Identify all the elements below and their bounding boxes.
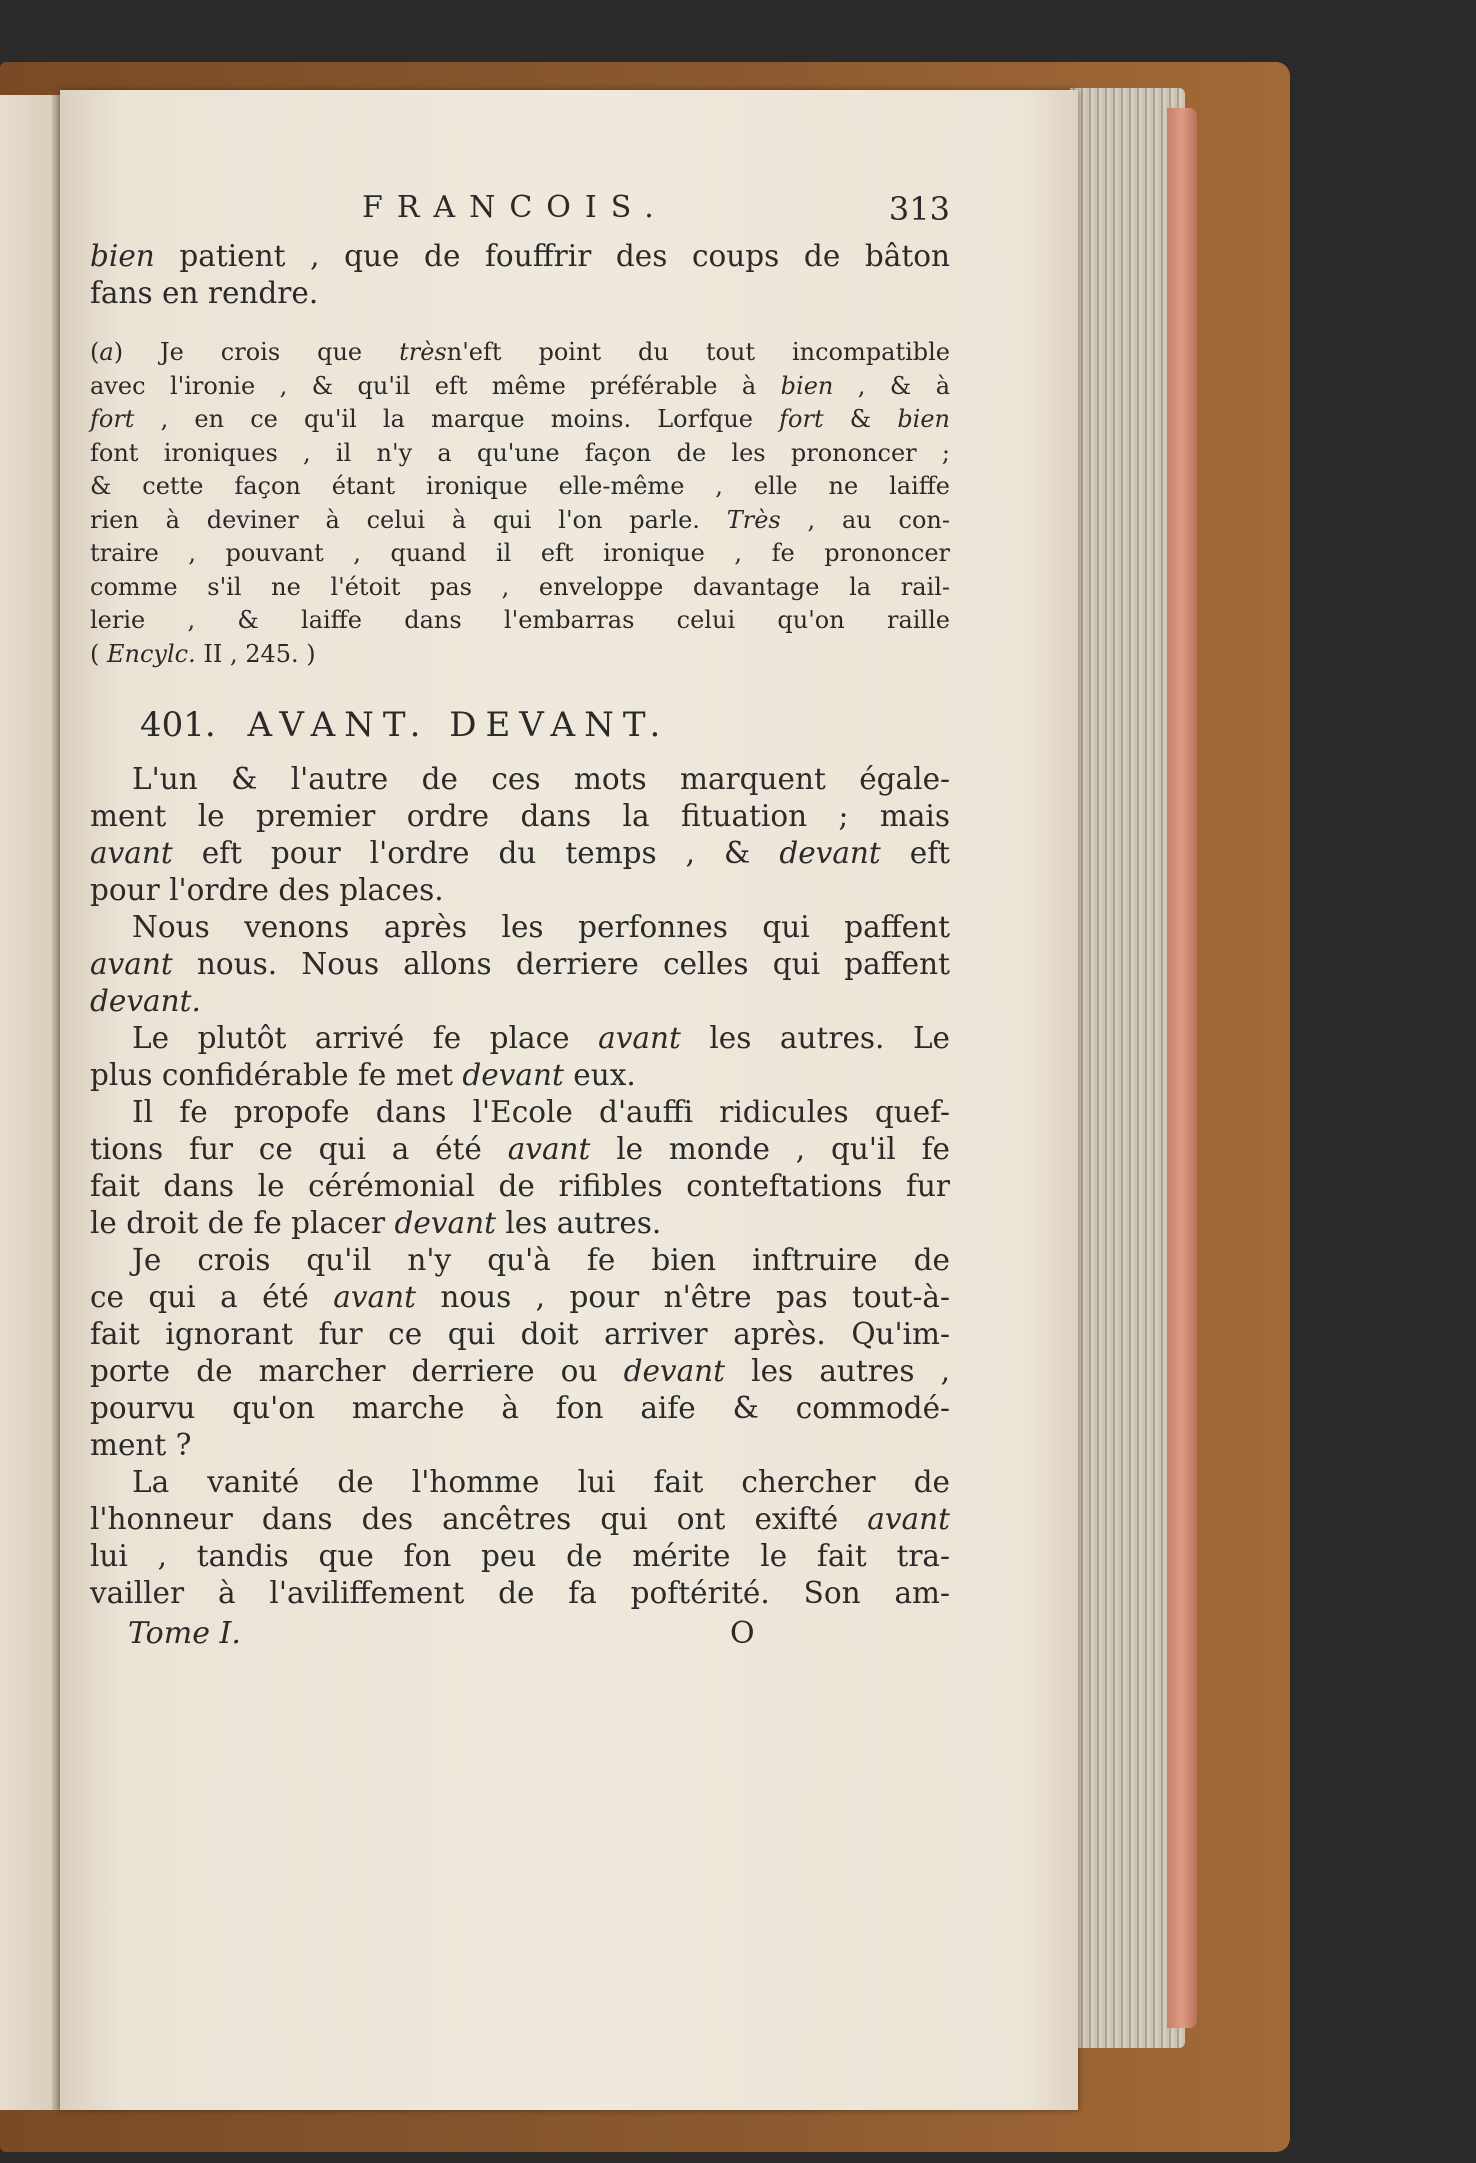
running-head: [90, 190, 950, 238]
text-run: La vanité de l'homme lui fait chercher de: [132, 1465, 950, 1499]
italic-word: Encylc.: [107, 639, 196, 668]
italic-word: bien: [780, 371, 834, 400]
text-run: nous. Nous allons derriere celles qui paffent: [172, 947, 950, 981]
text-run: Nous venons après les perfonnes qui paffent: [132, 910, 950, 944]
text-run: vailler à l'aviliffement de fa poftérité. Son am-: [90, 1576, 950, 1610]
text-line: [90, 946, 950, 983]
italic-word: avant: [507, 1132, 591, 1166]
book-page: [60, 90, 1078, 2110]
text-line: [90, 604, 950, 638]
text-run: II , 245. ): [195, 639, 316, 668]
text-run: plus confidérable fe met: [90, 1058, 463, 1092]
page-fore-edge: [1070, 88, 1185, 2048]
text-run: ment le premier ordre dans la fituation ; mais: [90, 799, 950, 833]
body-text: [90, 761, 950, 1612]
text-run: font ironiques , il n'y a qu'une façon de les prononcer ;: [90, 438, 950, 467]
italic-word: a: [99, 338, 114, 366]
text-line: [90, 835, 950, 872]
text-run: fait dans le cérémonial de rifibles conteftations fur: [90, 1169, 950, 1203]
text-line: [90, 504, 950, 538]
text-run: ce qui a été: [90, 1280, 334, 1314]
text-line: [90, 798, 950, 835]
text-run: ment ?: [90, 1428, 192, 1462]
text-line: [90, 761, 950, 798]
text-run: Il fe propofe dans l'Ecole d'auffi ridicules quef-: [132, 1095, 950, 1129]
left-page-edge: [0, 95, 62, 2110]
text-line: [90, 571, 950, 605]
text-run: , en ce qu'il la marque moins. Lorfque: [134, 405, 780, 433]
text-run: pour l'ordre des places.: [90, 873, 444, 907]
text-run: traire , pouvant , quand il eft ironique , fe prononcer: [90, 539, 950, 567]
text-run: les autres. Le: [680, 1021, 950, 1055]
text-line: [90, 638, 950, 672]
signature-mark: O: [730, 1616, 755, 1651]
text-run: eux.: [563, 1058, 636, 1092]
text-line: [90, 1020, 950, 1057]
text-run: , au con-: [780, 505, 950, 534]
text-line: [90, 983, 950, 1020]
text-run: lui , tandis que fon peu de mérite le fait tra-: [90, 1539, 950, 1573]
text-line: [90, 1316, 950, 1353]
italic-word: très: [399, 338, 447, 366]
text-run: l'honneur dans des ancêtres qui ont exifté: [90, 1502, 868, 1536]
text-line: [90, 1242, 950, 1279]
italic-word: devant.: [90, 984, 201, 1018]
volume-label: Tome I.: [128, 1616, 241, 1651]
text-line: [90, 909, 950, 946]
text-run: (: [90, 338, 100, 366]
text-run: & cette façon étant ironique elle-même , elle ne laiffe: [90, 472, 950, 500]
page-footer: [90, 1616, 950, 1660]
italic-word: bien: [90, 239, 155, 273]
text-line: [90, 238, 950, 275]
italic-word: Très: [726, 505, 781, 534]
text-run: patient , que de fouffrir des coups de bâton: [154, 239, 950, 273]
text-line: [90, 403, 950, 437]
text-run: fait ignorant fur ce qui doit arriver après. Qu'im-: [90, 1317, 950, 1351]
text-run: Le plutôt arrivé fe place: [132, 1021, 599, 1055]
text-line: [90, 1168, 950, 1205]
text-line: [90, 1538, 950, 1575]
text-run: L'un & l'autre de ces mots marquent égale-: [132, 762, 950, 796]
text-line: [90, 1057, 950, 1094]
text-run: ) Je crois que: [113, 338, 400, 366]
section-number: 401.: [140, 705, 216, 745]
italic-word: fort: [90, 405, 135, 433]
text-line: [90, 1131, 950, 1168]
text-run: fans en rendre.: [90, 276, 319, 310]
text-run: , & à: [833, 371, 951, 400]
italic-word: devant: [462, 1058, 564, 1092]
italic-word: devant: [394, 1206, 496, 1240]
text-run: lerie , & laiffe dans l'embarras celui qu'on raille: [90, 606, 950, 634]
text-run: le droit de fe placer: [90, 1206, 395, 1240]
italic-word: avant: [90, 947, 173, 981]
text-run: (: [90, 639, 107, 668]
text-line: [90, 470, 950, 504]
text-run: porte de marcher derriere ou: [90, 1354, 624, 1388]
text-run: &: [823, 405, 898, 433]
text-run: avec l'ironie , & qu'il eft même préférable à: [90, 371, 781, 400]
page-number: 313: [888, 190, 950, 228]
italic-word: devant: [623, 1354, 726, 1388]
text-run: rien à deviner à celui à qui l'on parle.: [90, 505, 727, 534]
text-line: [90, 1353, 950, 1390]
red-edge: [1167, 108, 1197, 2028]
italic-word: bien: [897, 405, 951, 433]
italic-word: avant: [867, 1502, 950, 1536]
text-run: les autres.: [495, 1206, 662, 1240]
italic-word: avant: [90, 836, 173, 870]
footnote: [90, 336, 950, 671]
text-line: [90, 1464, 950, 1501]
text-line: [90, 1501, 950, 1538]
text-line: [90, 1279, 950, 1316]
text-line: [90, 537, 950, 571]
text-line: [90, 1575, 950, 1612]
text-block: [90, 190, 950, 1660]
text-run: le monde , qu'il fe: [590, 1132, 950, 1166]
italic-word: fort: [779, 405, 824, 433]
text-line: [90, 336, 950, 370]
text-run: les autres ,: [725, 1354, 950, 1388]
text-run: Je crois qu'il n'y qu'à fe bien inftruire de: [132, 1243, 950, 1277]
text-line: [90, 1094, 950, 1131]
text-run: tions fur ce qui a été: [90, 1132, 508, 1166]
intro-paragraph: [90, 238, 950, 312]
italic-word: avant: [598, 1021, 681, 1055]
text-line: [90, 370, 950, 404]
italic-word: avant: [333, 1280, 416, 1314]
text-line: [90, 872, 950, 909]
running-title: FRANCOIS.: [362, 190, 668, 225]
section-title: AVANT. DEVANT.: [247, 705, 670, 745]
text-run: eft pour l'ordre du temps , &: [172, 836, 780, 870]
text-line: [90, 1205, 950, 1242]
text-line: [90, 437, 950, 471]
section-heading: [90, 705, 950, 745]
text-run: comme s'il ne l'étoit pas , enveloppe davantage la rail-: [90, 572, 950, 601]
text-line: [90, 275, 950, 312]
text-line: [90, 1390, 950, 1427]
italic-word: devant: [779, 836, 881, 870]
text-run: nous , pour n'être pas tout-à-: [415, 1280, 950, 1314]
text-run: pourvu qu'on marche à fon aife & commodé-: [90, 1391, 950, 1425]
text-run: eft: [880, 836, 950, 870]
text-line: [90, 1427, 950, 1464]
text-run: n'eft point du tout incompatible: [446, 338, 950, 366]
